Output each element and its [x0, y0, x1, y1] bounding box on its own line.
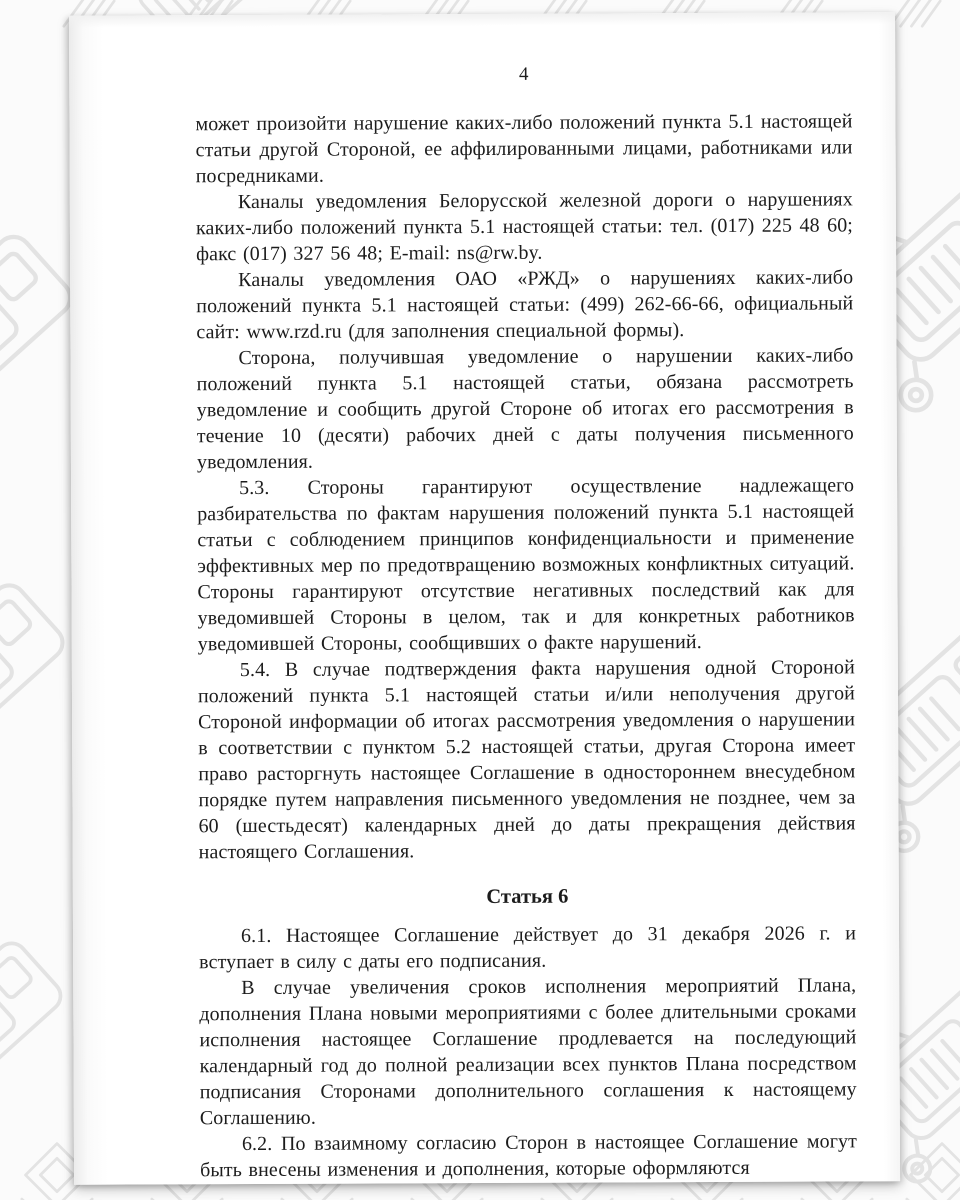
hatch-icon [888, 0, 942, 28]
diamond-icon [905, 1138, 960, 1200]
paragraph: 5.3. Стороны гарантируют осуществление надлежащего разбирательства по фактам нарушения положений пункта 5.1 настоящей статьи с соблюдением принципов конфиденциальности и применение эффективных мер по предотвращению возможных конфликтных ситуаций. Стороны гарантируют отсутствие негативных последствий как для уведомившей Стороны в целом, так и для конкретных работников уведомившей Стороны, сообщивших о факте нарушений. [197, 474, 855, 656]
page-number: 4 [518, 63, 529, 85]
paragraph: 6.1. Настоящее Соглашение действует до 31 декабря 2026 г. и вступает в силу с даты его подписания. [199, 922, 857, 974]
paragraph: Каналы уведомления ОАО «РЖД» о нарушениях каких-либо положений пункта 5.1 настоящей статьи: (499) 262-66-66, официальный сайт: www.rzd.ru (для заполнения специальной формы). [196, 266, 854, 344]
paragraph: может произойти нарушение каких-либо положений пункта 5.1 настоящей статьи другой Стороной, ее аффилированными лицами, работниками или посредниками. [195, 110, 853, 188]
section-heading: Статья 6 [486, 885, 569, 908]
paragraph: В случае увеличения сроков исполнения мероприятий Плана, дополнения Плана новыми мероприятиями с более длительными сроками исполнения настоящее Соглашение продлевается на последующий календарный год до полной реализации всех пунктов Плана посредством подписания Сторонами дополнительного соглашения к настоящему Соглашению. [199, 974, 857, 1130]
paragraph: Каналы уведомления Белорусской железной дороги о нарушениях каких-либо положений пункта 5.1 настоящей статьи: тел. (017) 225 48 60; факс (017) 327 56 48; E-mail: ns@rw.by. [195, 188, 853, 266]
paragraph: 6.2. По взаимному согласию Сторон в настоящее Соглашение могут быть внесены изменения и дополнения, которые оформляются [199, 1130, 857, 1182]
page-content [195, 60, 857, 1183]
paragraph: 5.4. В случае подтверждения факта нарушения одной Стороной положений пункта 5.1 настоящей статьи и/или неполучения другой Стороной информации об итогах рассмотрения уведомления о нарушении в соответствии с пунктом 5.2 настоящей статьи, другая Сторона имеет право расторгнуть настоящее Соглашение в одностороннем внесудебном порядке путем направления письменного уведомления не позднее, чем за 60 (шестьдесят) календарных дней до даты прекращения действия настоящего Соглашения. [197, 656, 856, 864]
document-page [69, 12, 900, 1185]
paragraph: Сторона, получившая уведомление о нарушении каких-либо положений пункта 5.1 настоящей статьи, обязана рассмотреть уведомление и сообщить другой Стороне об итогах его рассмотрения в течение 10 (десяти) рабочих дней с даты получения письменного уведомления. [196, 344, 854, 474]
